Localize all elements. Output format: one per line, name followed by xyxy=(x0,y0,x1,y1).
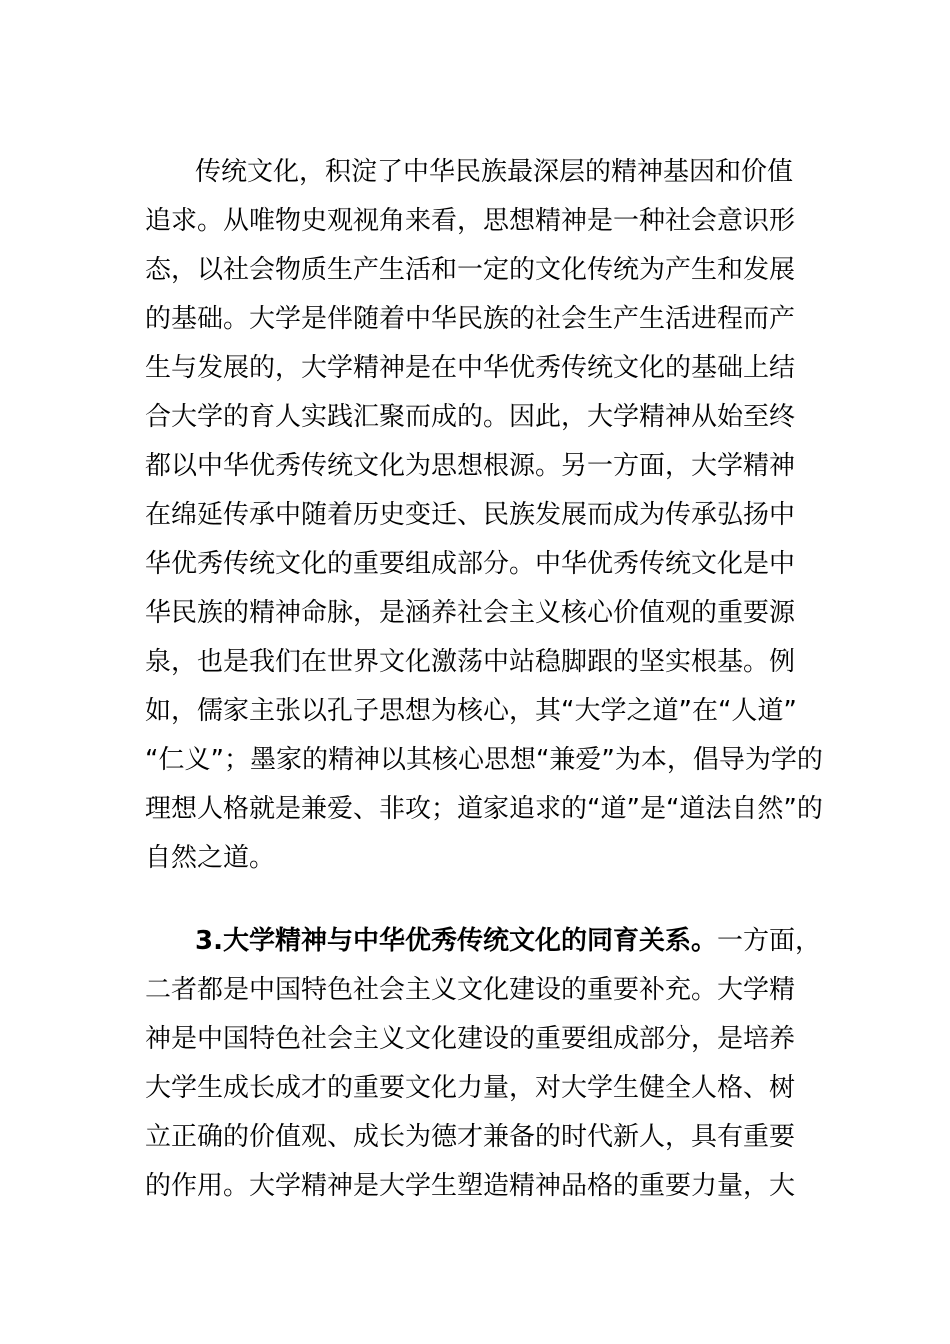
paragraph-line: 如，儒家主张以孔子思想为核心，其“大学之道”在“人道” xyxy=(145,696,797,726)
paragraph-line: 大学生成长成才的重要文化力量，对大学生健全人格、树 xyxy=(145,1073,796,1103)
paragraph-line: 华优秀传统文化的重要组成部分。中华优秀传统文化是中 xyxy=(145,549,796,579)
paragraph-line: 泉，也是我们在世界文化激荡中站稳脚跟的坚实根基。例 xyxy=(145,647,796,677)
paragraph-line: 立正确的价值观、成长为德才兼备的时代新人，具有重要 xyxy=(145,1122,796,1152)
paragraph-line: 合大学的育人实践汇聚而成的。因此，大学精神从始至终 xyxy=(145,402,796,432)
paragraph-line: 二者都是中国特色社会主义文化建设的重要补充。大学精 xyxy=(145,975,796,1005)
paragraph-line: 在绵延传承中随着历史变迁、民族发展而成为传承弘扬中 xyxy=(145,500,796,530)
paragraph-line: 理想人格就是兼爱、非攻；道家追求的“道”是“道法自然”的 xyxy=(145,794,823,824)
paragraph-line: 追求。从唯物史观视角来看，思想精神是一种社会意识形 xyxy=(145,206,796,236)
paragraph-first-line xyxy=(195,921,821,961)
paragraph-line: 的基础。大学是伴随着中华民族的社会生产生活进程而产 xyxy=(145,304,796,334)
paragraph-line: 传统文化，积淀了中华民族最深层的精神基因和价值 xyxy=(195,157,794,187)
section-heading: 3.大学精神与中华优秀传统文化的同育关系。 xyxy=(195,926,717,956)
heading-continuation: 一方面， xyxy=(716,926,821,956)
paragraph-line: 的作用。大学精神是大学生塑造精神品格的重要力量，大 xyxy=(145,1171,796,1201)
paragraph-line: 华民族的精神命脉，是涵养社会主义核心价值观的重要源 xyxy=(145,598,796,628)
paragraph-line: 生与发展的，大学精神是在中华优秀传统文化的基础上结 xyxy=(145,353,796,383)
paragraph-line: 自然之道。 xyxy=(145,843,276,873)
paragraph-line: 态，以社会物质生产生活和一定的文化传统为产生和发展 xyxy=(145,255,796,285)
paragraph-line: “仁义”；墨家的精神以其核心思想“兼爱”为本，倡导为学的 xyxy=(145,745,823,775)
paragraph-line: 神是中国特色社会主义文化建设的重要组成部分，是培养 xyxy=(145,1024,796,1054)
paragraph-line: 都以中华优秀传统文化为思想根源。另一方面，大学精神 xyxy=(145,451,796,481)
